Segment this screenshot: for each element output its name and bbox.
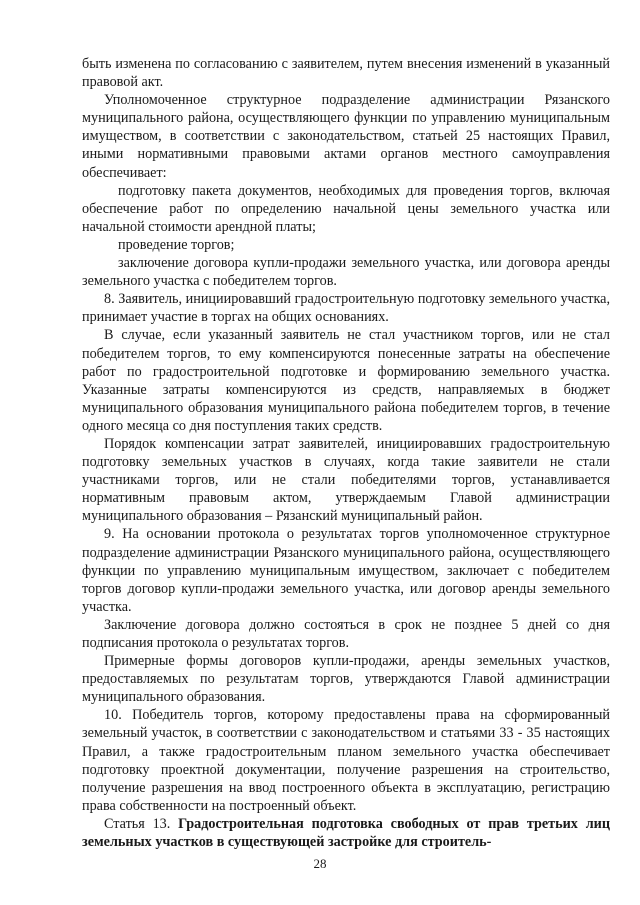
paragraph: В случае, если указанный заявитель не стал участником торгов, или не стал победителем торгов, то ему компенсируются понесенные затраты на обеспечение работ по градостроительной подготовке и формированию земельного участка. Указанные затраты компенсируются из средств, направляемых в бюджет муниципального образования муниципального района победителем торгов, в течение одного месяца со дня поступления таких средств. xyxy=(82,327,610,434)
article-heading-prefix: Статья 13. xyxy=(104,815,179,832)
page-number: 28 xyxy=(313,856,327,871)
paragraph: подготовку пакета документов, необходимых для проведения торгов, включая обеспечение работ по определению начальной цены земельного участка или начальной стоимости арендной платы; xyxy=(82,182,610,235)
article-heading xyxy=(82,815,610,851)
paragraph: Порядок компенсации затрат заявителей, инициировавших градостроительную подготовку земельных участков в случаях, когда такие заявители не стали участниками торгов, или не стали победителями торгов, устанавливается нормативным правовым актом, утверждаемым Главой администрации муниципального образования – Рязанский муниципальный район. xyxy=(82,435,610,525)
paragraph: быть изменена по согласованию с заявителем, путем внесения изменений в указанный правовой акт. xyxy=(82,56,610,91)
paragraph: 8. Заявитель, инициировавший градостроительную подготовку земельного участка, принимает участие в торгах на общих основаниях. xyxy=(82,291,610,326)
paragraph: 9. На основании протокола о результатах торгов уполномоченное структурное подразделение администрации Рязанского муниципального района, осуществляющего функции по управлению муниципальным имуществом, заключает с победителем торгов договор купли-продажи земельного участка, или договор аренды земельного участка. xyxy=(82,526,610,615)
paragraph: 10. Победитель торгов, которому предоставлены права на сформированный земельный участок, в соответствии с законодательством и статьями 33 - 35 настоящих Правил, а также градостроительным планом земельного участка обеспечивает подготовку проектной документации, получение разрешения на строительство, получение разрешения на ввод построенного объекта в эксплуатацию, регистрацию права собственности на построенный объект. xyxy=(82,707,610,814)
body-text xyxy=(82,55,610,815)
article-heading-title: Градостроительная подготовка свободных от прав третьих лиц земельных участков в существующей застройке для строитель- xyxy=(82,815,610,851)
document-page xyxy=(82,55,610,851)
paragraph: Уполномоченное структурное подразделение администрации Рязанского муниципального района, осуществляющего функции по управлению муниципальным имуществом, в соответствии с законодательством, статьей 25 настоящих Правил, иными нормативными правовыми актами органов местного самоуправления обеспечивает: xyxy=(82,92,610,181)
paragraph: проведение торгов; xyxy=(118,236,235,253)
paragraph: заключение договора купли-продажи земельного участка, или договора аренды земельного участка с победителем торгов. xyxy=(82,255,610,290)
paragraph: Заключение договора должно состояться в срок не позднее 5 дней со дня подписания протокола о результатах торгов. xyxy=(82,616,610,651)
paragraph: Примерные формы договоров купли-продажи, аренды земельных участков, предоставляемых по результатам торгов, утверждаются Главой администрации муниципального образования. xyxy=(82,653,610,706)
